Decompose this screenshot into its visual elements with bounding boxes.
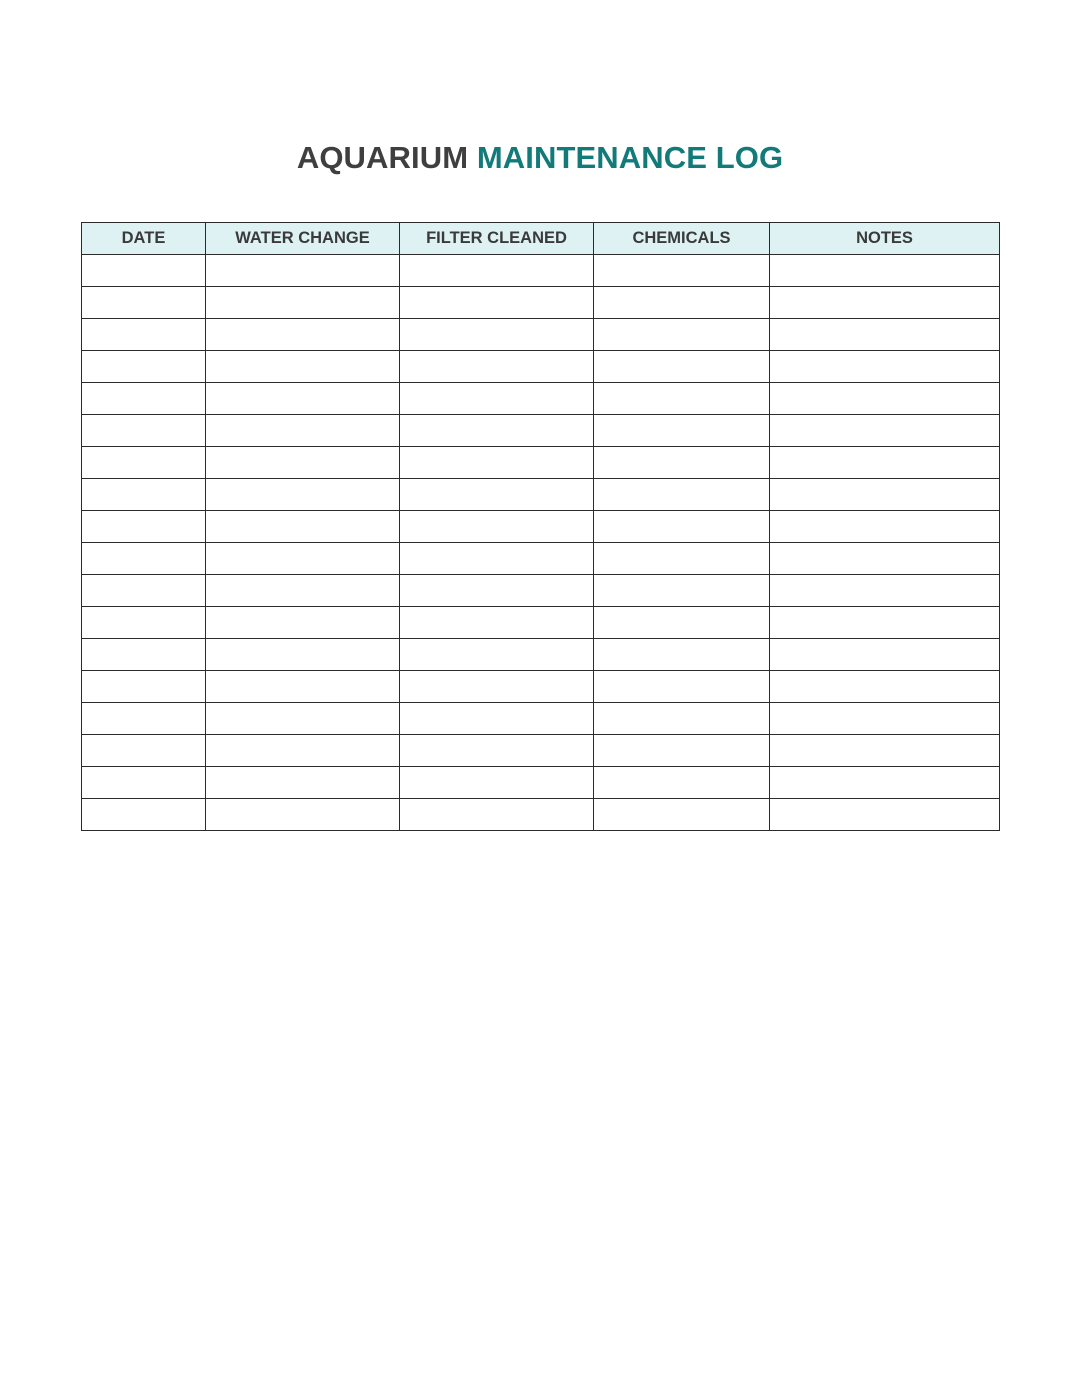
cell-water-change[interactable] (206, 287, 400, 319)
cell-water-change[interactable] (206, 799, 400, 831)
table-row (82, 575, 1000, 607)
cell-chemicals[interactable] (594, 479, 770, 511)
cell-date[interactable] (82, 671, 206, 703)
cell-water-change[interactable] (206, 543, 400, 575)
cell-date[interactable] (82, 543, 206, 575)
cell-notes[interactable] (770, 383, 1000, 415)
cell-date[interactable] (82, 287, 206, 319)
table-row (82, 799, 1000, 831)
cell-date[interactable] (82, 351, 206, 383)
table-row (82, 735, 1000, 767)
cell-chemicals[interactable] (594, 575, 770, 607)
cell-filter-cleaned[interactable] (400, 639, 594, 671)
cell-water-change[interactable] (206, 319, 400, 351)
cell-notes[interactable] (770, 703, 1000, 735)
cell-water-change[interactable] (206, 639, 400, 671)
maintenance-log-table (81, 222, 1000, 831)
table-row (82, 415, 1000, 447)
cell-date[interactable] (82, 447, 206, 479)
cell-water-change[interactable] (206, 575, 400, 607)
cell-filter-cleaned[interactable] (400, 383, 594, 415)
cell-notes[interactable] (770, 479, 1000, 511)
cell-notes[interactable] (770, 767, 1000, 799)
cell-chemicals[interactable] (594, 671, 770, 703)
cell-water-change[interactable] (206, 735, 400, 767)
table-row (82, 671, 1000, 703)
cell-water-change[interactable] (206, 383, 400, 415)
cell-notes[interactable] (770, 543, 1000, 575)
table-row (82, 255, 1000, 287)
cell-notes[interactable] (770, 319, 1000, 351)
cell-filter-cleaned[interactable] (400, 479, 594, 511)
cell-chemicals[interactable] (594, 287, 770, 319)
cell-notes[interactable] (770, 639, 1000, 671)
table-row (82, 639, 1000, 671)
cell-filter-cleaned[interactable] (400, 799, 594, 831)
table-row (82, 319, 1000, 351)
cell-filter-cleaned[interactable] (400, 607, 594, 639)
cell-water-change[interactable] (206, 479, 400, 511)
cell-filter-cleaned[interactable] (400, 319, 594, 351)
column-header-water-change: WATER CHANGE (206, 223, 400, 255)
cell-notes[interactable] (770, 255, 1000, 287)
column-header-chemicals: CHEMICALS (594, 223, 770, 255)
cell-chemicals[interactable] (594, 639, 770, 671)
cell-date[interactable] (82, 639, 206, 671)
cell-chemicals[interactable] (594, 383, 770, 415)
cell-date[interactable] (82, 479, 206, 511)
table-row (82, 607, 1000, 639)
cell-chemicals[interactable] (594, 351, 770, 383)
cell-notes[interactable] (770, 511, 1000, 543)
cell-water-change[interactable] (206, 511, 400, 543)
cell-water-change[interactable] (206, 255, 400, 287)
cell-date[interactable] (82, 767, 206, 799)
cell-water-change[interactable] (206, 415, 400, 447)
table-row (82, 287, 1000, 319)
cell-notes[interactable] (770, 671, 1000, 703)
cell-filter-cleaned[interactable] (400, 735, 594, 767)
cell-date[interactable] (82, 607, 206, 639)
cell-water-change[interactable] (206, 447, 400, 479)
column-header-filter-cleaned: FILTER CLEANED (400, 223, 594, 255)
cell-water-change[interactable] (206, 703, 400, 735)
cell-date[interactable] (82, 735, 206, 767)
cell-date[interactable] (82, 575, 206, 607)
table-row (82, 351, 1000, 383)
cell-chemicals[interactable] (594, 319, 770, 351)
cell-notes[interactable] (770, 287, 1000, 319)
cell-notes[interactable] (770, 351, 1000, 383)
cell-notes[interactable] (770, 447, 1000, 479)
column-header-date: DATE (82, 223, 206, 255)
cell-notes[interactable] (770, 799, 1000, 831)
table-body (82, 255, 1000, 831)
cell-filter-cleaned[interactable] (400, 671, 594, 703)
cell-chemicals[interactable] (594, 543, 770, 575)
cell-date[interactable] (82, 703, 206, 735)
cell-chemicals[interactable] (594, 511, 770, 543)
cell-chemicals[interactable] (594, 415, 770, 447)
cell-chemicals[interactable] (594, 703, 770, 735)
cell-filter-cleaned[interactable] (400, 767, 594, 799)
cell-chemicals[interactable] (594, 735, 770, 767)
cell-notes[interactable] (770, 607, 1000, 639)
cell-filter-cleaned[interactable] (400, 255, 594, 287)
cell-water-change[interactable] (206, 671, 400, 703)
cell-notes[interactable] (770, 415, 1000, 447)
cell-filter-cleaned[interactable] (400, 511, 594, 543)
cell-filter-cleaned[interactable] (400, 351, 594, 383)
cell-filter-cleaned[interactable] (400, 415, 594, 447)
page-title (0, 138, 1080, 178)
cell-date[interactable] (82, 319, 206, 351)
table-header (82, 223, 1000, 255)
cell-date[interactable] (82, 799, 206, 831)
cell-date[interactable] (82, 415, 206, 447)
cell-date[interactable] (82, 255, 206, 287)
cell-chemicals[interactable] (594, 799, 770, 831)
cell-water-change[interactable] (206, 607, 400, 639)
cell-notes[interactable] (770, 735, 1000, 767)
cell-water-change[interactable] (206, 767, 400, 799)
cell-filter-cleaned[interactable] (400, 703, 594, 735)
table-row (82, 383, 1000, 415)
cell-chemicals[interactable] (594, 607, 770, 639)
table-row (82, 479, 1000, 511)
cell-filter-cleaned[interactable] (400, 287, 594, 319)
cell-date[interactable] (82, 511, 206, 543)
cell-chemicals[interactable] (594, 767, 770, 799)
cell-filter-cleaned[interactable] (400, 575, 594, 607)
cell-notes[interactable] (770, 575, 1000, 607)
cell-water-change[interactable] (206, 351, 400, 383)
table-row (82, 511, 1000, 543)
table-row (82, 543, 1000, 575)
cell-chemicals[interactable] (594, 447, 770, 479)
cell-filter-cleaned[interactable] (400, 447, 594, 479)
title-part-aquarium: AQUARIUM (296, 140, 469, 175)
table-row (82, 447, 1000, 479)
cell-chemicals[interactable] (594, 255, 770, 287)
title-part-maintenance-log: MAINTENANCE LOG (476, 140, 784, 175)
table-row (82, 703, 1000, 735)
column-header-notes: NOTES (770, 223, 1000, 255)
cell-date[interactable] (82, 383, 206, 415)
cell-filter-cleaned[interactable] (400, 543, 594, 575)
table-row (82, 767, 1000, 799)
header-row (82, 223, 1000, 255)
